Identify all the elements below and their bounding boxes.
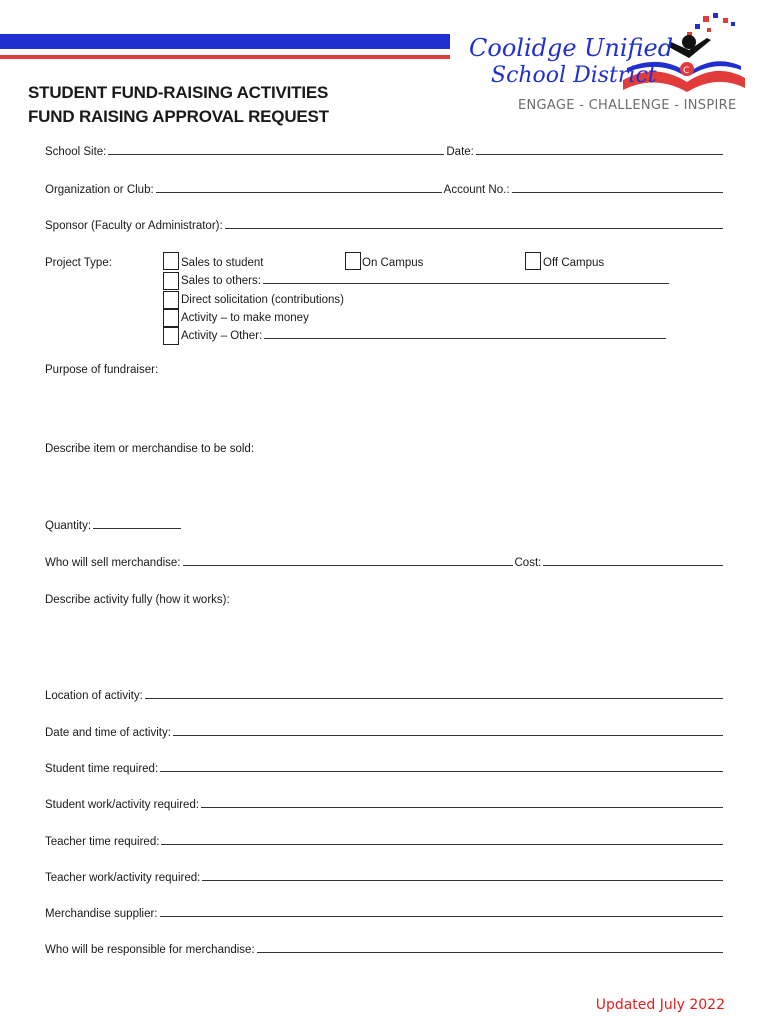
date-time-field[interactable]	[173, 734, 723, 736]
activity-other-checkbox[interactable]	[163, 327, 179, 345]
logo-text-line-2: School District	[491, 63, 657, 88]
school-site-field[interactable]	[108, 153, 444, 155]
row-responsible	[45, 944, 725, 956]
on-campus-checkbox[interactable]	[345, 252, 361, 270]
header-blue-bar	[0, 34, 450, 49]
row-date-time	[45, 727, 725, 739]
row-school-site	[45, 146, 725, 158]
off-campus-label: Off Campus	[543, 257, 605, 269]
row-location	[45, 690, 725, 702]
on-campus-label: On Campus	[362, 257, 424, 269]
teacher-work-field[interactable]	[202, 879, 723, 881]
student-work-label: Student work/activity required:	[45, 799, 200, 811]
direct-solicitation-label: Direct solicitation (contributions)	[181, 294, 344, 306]
cost-label: Cost:	[514, 557, 542, 569]
row-supplier	[45, 908, 725, 920]
logo-badge-letter: C	[683, 66, 690, 76]
activity-money-checkbox[interactable]	[163, 309, 179, 327]
date-field[interactable]	[476, 153, 723, 155]
project-type-label: Project Type:	[45, 257, 112, 269]
updated-date: Updated July 2022	[595, 997, 725, 1013]
describe-item-label: Describe item or merchandise to be sold:	[45, 443, 255, 455]
teacher-time-field[interactable]	[161, 843, 723, 845]
responsible-field[interactable]	[257, 951, 723, 953]
student-work-field[interactable]	[201, 806, 723, 808]
teacher-work-label: Teacher work/activity required:	[45, 872, 201, 884]
activity-money-label: Activity – to make money	[181, 312, 309, 324]
title-line-2: FUND RAISING APPROVAL REQUEST	[28, 107, 329, 126]
direct-solicitation-checkbox[interactable]	[163, 291, 179, 309]
supplier-label: Merchandise supplier:	[45, 908, 158, 920]
sales-others-field[interactable]	[263, 282, 669, 284]
supplier-field[interactable]	[160, 915, 723, 917]
sales-others-label: Sales to others:	[181, 275, 261, 287]
activity-other-label: Activity – Other:	[181, 330, 263, 342]
off-campus-checkbox[interactable]	[525, 252, 541, 270]
organization-label: Organization or Club:	[45, 184, 154, 196]
sales-others-row	[181, 275, 671, 287]
form-title	[28, 81, 329, 129]
sales-student-checkbox[interactable]	[163, 252, 179, 270]
row-student-work	[45, 799, 725, 811]
row-teacher-work	[45, 872, 725, 884]
student-time-label: Student time required:	[45, 763, 159, 775]
logo-tagline: ENGAGE - CHALLENGE - INSPIRE	[518, 98, 737, 113]
organization-field[interactable]	[156, 191, 442, 193]
sponsor-label: Sponsor (Faculty or Administrator):	[45, 220, 223, 232]
title-line-1: STUDENT FUND-RAISING ACTIVITIES	[28, 83, 329, 102]
location-field[interactable]	[145, 697, 723, 699]
quantity-field[interactable]	[93, 527, 181, 529]
sales-others-checkbox[interactable]	[163, 272, 179, 290]
describe-activity-label: Describe activity fully (how it works):	[45, 594, 230, 606]
date-time-label: Date and time of activity:	[45, 727, 171, 739]
who-sell-field[interactable]	[183, 564, 513, 566]
quantity-label: Quantity:	[45, 520, 92, 532]
row-organization	[45, 184, 725, 196]
responsible-label: Who will be responsible for merchandise:	[45, 944, 255, 956]
pixel-squares	[687, 13, 735, 37]
row-teacher-time	[45, 836, 725, 848]
purpose-label: Purpose of fundraiser:	[45, 364, 159, 376]
account-no-label: Account No.:	[443, 184, 510, 196]
who-sell-label: Who will sell merchandise:	[45, 557, 181, 569]
logo-text-line-1: Coolidge Unified	[469, 34, 674, 62]
account-no-field[interactable]	[512, 191, 723, 193]
school-site-label: School Site:	[45, 146, 107, 158]
cost-field[interactable]	[543, 564, 723, 566]
sponsor-field[interactable]	[225, 227, 723, 229]
row-quantity	[45, 520, 183, 532]
activity-other-field[interactable]	[264, 337, 666, 339]
activity-other-row	[181, 330, 668, 342]
sales-student-label: Sales to student	[181, 257, 264, 269]
header-red-bar	[0, 55, 450, 59]
row-who-sell	[45, 557, 725, 569]
teacher-time-label: Teacher time required:	[45, 836, 160, 848]
student-time-field[interactable]	[160, 770, 723, 772]
date-label: Date:	[446, 146, 474, 158]
location-label: Location of activity:	[45, 690, 143, 702]
row-sponsor	[45, 220, 725, 232]
row-student-time	[45, 763, 725, 775]
